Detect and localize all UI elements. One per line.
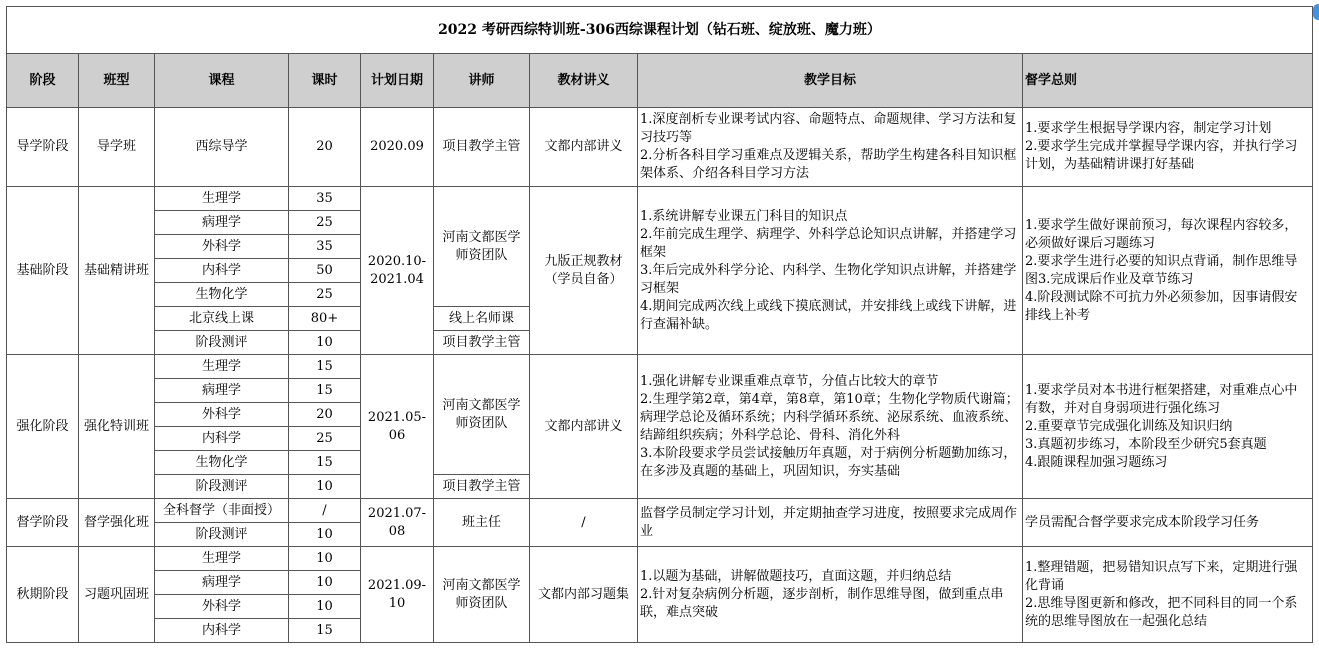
hours-cell: 20 [289,108,361,187]
material-cell: 文都内部习题集 [530,547,638,643]
stage-cell: 强化阶段 [7,355,79,499]
hours-cell: 10 [289,547,361,571]
stage-cell: 基础阶段 [7,187,79,355]
hours-cell: 35 [289,187,361,211]
table-row [7,499,1313,523]
goal-cell: 监督学员制定学习计划，并定期抽查学习进度，按照要求完成周作业 [638,499,1023,547]
hours-cell: 25 [289,283,361,307]
supervise-cell: 学员需配合督学要求完成本阶段学习任务 [1023,499,1313,547]
header-course: 课程 [155,54,289,108]
course-cell: 阶段测评 [155,523,289,547]
header-supervise: 督学总则 [1023,54,1313,108]
course-plan-table [6,6,1313,643]
material-cell: 九版正规教材 （学员自备） [530,187,638,355]
date-cell: 2021.05-06 [361,355,434,499]
stage-cell: 督学阶段 [7,499,79,547]
header-teacher: 讲师 [434,54,530,108]
header-class: 班型 [79,54,155,108]
hours-cell: 20 [289,403,361,427]
stage-cell: 导学阶段 [7,108,79,187]
table-row [7,355,1313,379]
teacher-cell: 河南文都医学 师资团队 [434,355,530,475]
class-cell: 习题巩固班 [79,547,155,643]
header-stage: 阶段 [7,54,79,108]
date-cell: 2021.07-08 [361,499,434,547]
hours-cell: 80+ [289,307,361,331]
stage-cell: 秋期阶段 [7,547,79,643]
material-cell: 文都内部讲义 [530,355,638,499]
teacher-cell: 项目教学主管 [434,331,530,355]
class-cell: 强化特训班 [79,355,155,499]
hours-cell: 15 [289,451,361,475]
hours-cell: 10 [289,331,361,355]
course-cell: 北京线上课 [155,307,289,331]
header-hours: 课时 [289,54,361,108]
date-cell: 2020.09 [361,108,434,187]
hours-cell: / [289,499,361,523]
teacher-cell: 线上名师课 [434,307,530,331]
teacher-cell: 项目教学主管 [434,475,530,499]
course-cell: 病理学 [155,379,289,403]
course-cell: 内科学 [155,427,289,451]
supervise-cell: 1.要求学生做好课前预习，每次课程内容较多，必须做好课后习题练习 2.要求学生进行必要的知识点背诵，制作思维导图3.完成课后作业及章节练习 4.阶段测试除不可抗力外必须参加，因事请假安排线上补考 [1023,187,1313,355]
supervise-cell: 1.整理错题，把易错知识点写下来，定期进行强化背诵 2.思维导图更新和修改，把不同科目的同一个系统的思维导图放在一起强化总结 [1023,547,1313,643]
goal-cell: 1.以题为基础，讲解做题技巧，直面这题，并归纳总结 2.针对复杂病例分析题，逐步剖析，制作思维导图，做到重点串联，难点突破 [638,547,1023,643]
teacher-cell: 班主任 [434,499,530,547]
supervise-cell: 1.要求学员对本书进行框架搭建，对重难点心中有数，并对自身弱项进行强化练习 2.重要章节完成强化训练及知识归纳 3.真题初步练习，本阶段至少研究5套真题 4.跟随课程加强习题练习 [1023,355,1313,499]
course-cell: 内科学 [155,259,289,283]
table-title: 2022 考研西综特训班-306西综课程计划（钻石班、绽放班、魔力班） [7,7,1313,54]
hours-cell: 25 [289,427,361,451]
course-cell: 全科督学（非面授） [155,499,289,523]
material-cell: / [530,499,638,547]
course-cell: 外科学 [155,403,289,427]
course-cell: 外科学 [155,235,289,259]
goal-cell: 1.强化讲解专业课重难点章节，分值占比较大的章节 2.生理学第2章，第4章，第8章，第10章；生物化学物质代谢篇；病理学总论及循环系统；内科学循环系统、泌尿系统、血液系统、结蹄组织疾病；外科学总论、骨科、消化外科 3.本阶段要求学员尝试接触历年真题，对于病例分析题勤加练习，在多涉及真题的基础上，巩固知识，夯实基础 [638,355,1023,499]
table-row [7,108,1313,187]
class-cell: 基础精讲班 [79,187,155,355]
hours-cell: 15 [289,619,361,643]
course-cell: 生理学 [155,187,289,211]
header-date: 计划日期 [361,54,434,108]
hours-cell: 15 [289,379,361,403]
teacher-cell: 河南文都医学 师资团队 [434,187,530,307]
header-goal: 教学目标 [638,54,1023,108]
hours-cell: 35 [289,235,361,259]
hours-cell: 10 [289,523,361,547]
edge-scroll-marker [1313,4,1319,20]
course-cell: 生物化学 [155,283,289,307]
course-cell: 生物化学 [155,451,289,475]
hours-cell: 10 [289,595,361,619]
hours-cell: 10 [289,571,361,595]
course-cell: 外科学 [155,595,289,619]
course-cell: 阶段测评 [155,331,289,355]
course-cell: 生理学 [155,547,289,571]
course-cell: 西综导学 [155,108,289,187]
class-cell: 导学班 [79,108,155,187]
hours-cell: 50 [289,259,361,283]
teacher-cell: 项目教学主管 [434,108,530,187]
goal-cell: 1.系统讲解专业课五门科目的知识点 2.年前完成生理学、病理学、外科学总论知识点讲解，并搭建学习框架 3.年后完成外科学分论、内科学、生物化学知识点讲解，并搭建学习框架 4.期间完成两次线上或线下摸底测试，并安排线上或线下讲解，进行查漏补缺。 [638,187,1023,355]
class-cell: 督学强化班 [79,499,155,547]
table-row [7,187,1313,211]
course-cell: 生理学 [155,355,289,379]
hours-cell: 25 [289,211,361,235]
date-cell: 2020.10- 2021.04 [361,187,434,355]
date-cell: 2021.09-10 [361,547,434,643]
table-row [7,547,1313,571]
supervise-cell: 1.要求学生根据导学课内容，制定学习计划 2.要求学生完成并掌握导学课内容，并执行学习计划，为基础精讲课打好基础 [1023,108,1313,187]
course-cell: 病理学 [155,571,289,595]
course-cell: 内科学 [155,619,289,643]
header-material: 教材讲义 [530,54,638,108]
hours-cell: 15 [289,355,361,379]
course-cell: 病理学 [155,211,289,235]
course-cell: 阶段测评 [155,475,289,499]
goal-cell: 1.深度剖析专业课考试内容、命题特点、命题规律、学习方法和复习技巧等 2.分析各科目学习重难点及逻辑关系，帮助学生构建各科目知识框架体系、介绍各科目学习方法 [638,108,1023,187]
hours-cell: 10 [289,475,361,499]
material-cell: 文都内部讲义 [530,108,638,187]
teacher-cell: 河南文都医学 师资团队 [434,547,530,643]
